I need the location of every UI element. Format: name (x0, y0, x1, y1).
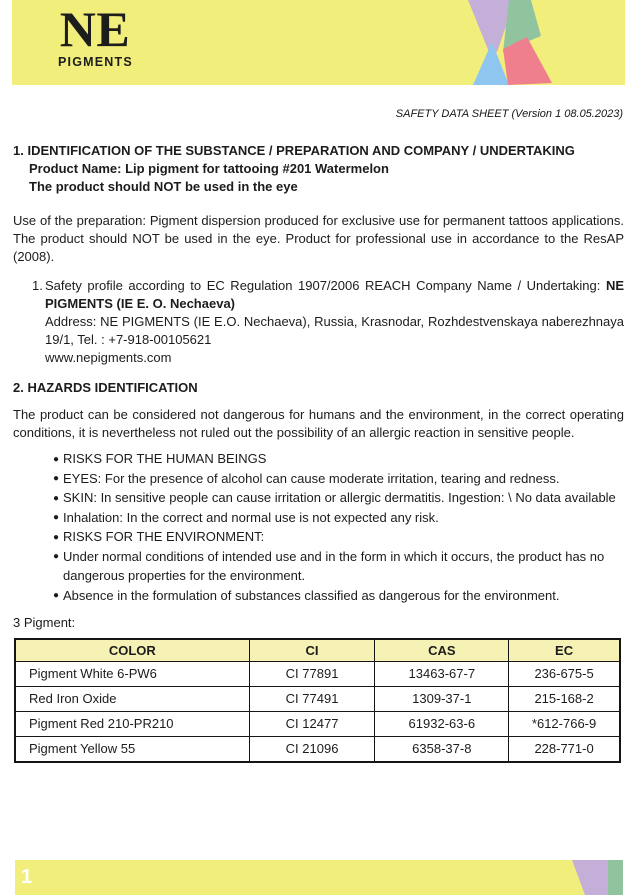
table-cell-color: Pigment Yellow 55 (15, 737, 249, 763)
table-cell-cas: 1309-37-1 (375, 687, 509, 712)
page-number: 1 (21, 865, 33, 888)
logo-text-pigments: PIGMENTS (58, 55, 133, 69)
safety-profile-list-item (13, 277, 624, 367)
table-cell-cas: 6358-37-8 (375, 737, 509, 763)
company-name-bold: NE PIGMENTS (IE E. O. Nechaeva) (45, 278, 624, 311)
bullet-text: Absence in the formulation of substances classified as dangerous for the environment. (63, 587, 560, 603)
hazards-bullet-list (13, 449, 624, 605)
deco-green-shape (608, 860, 623, 895)
bullet-icon: ● (53, 590, 60, 601)
footer-decoration-shapes (15, 860, 623, 895)
bullet-text: SKIN: In sensitive people can cause irritation or allergic dermatitis. Ingestion: \ No data available (63, 490, 616, 505)
table-header-cas: CAS (375, 639, 509, 662)
document-body (13, 142, 624, 763)
bullet-text: RISKS FOR THE ENVIRONMENT: (63, 529, 265, 544)
document-title: SAFETY DATA SHEET (Version 1 08.05.2023) (395, 108, 623, 120)
use-of-preparation-paragraph: Use of the preparation: Pigment dispersion produced for exclusive use for permanent tattoos applications. The product should NOT be used in the eye. Product for professional use in accordance to the ResAP (2008). (13, 213, 624, 264)
table-row (15, 662, 620, 687)
table-cell-ec: 228-771-0 (509, 737, 620, 763)
company-address: Address: NE PIGMENTS (IE E.O. Nechaeva), Russia, Krasnodar, Rozhdestvenskaya naberezhnaya 19/1, Tel. : +7-918-00105621 (45, 314, 624, 347)
hazards-paragraph: The product can be considered not dangerous for humans and the environment, in the correct operating conditions, it is nevertheless not ruled out the possibility of an allergic reaction in sensitive people. (13, 407, 624, 440)
table-cell-cas: 13463-67-7 (375, 662, 509, 687)
pigment-count-label: 3 Pigment: (13, 615, 76, 630)
bullet-icon: ● (53, 551, 60, 562)
bullet-text: EYES: For the presence of alcohol can cause moderate irritation, tearing and redness. (63, 470, 560, 486)
footer-banner (15, 860, 623, 895)
list-item (13, 488, 624, 508)
banner-decoration-shapes (12, 0, 625, 85)
bullet-text: Inhalation: In the correct and normal use is not expected any risk. (63, 509, 439, 525)
table-row (15, 712, 620, 737)
table-header-color: COLOR (15, 639, 249, 662)
eye-warning-line: The product should NOT be used in the eye (29, 179, 298, 194)
list-item (13, 449, 624, 469)
list-item (13, 527, 624, 547)
list-item (13, 469, 624, 489)
product-name-line: Product Name: Lip pigment for tattooing #201 Watermelon (29, 161, 389, 176)
pigment-table (14, 638, 621, 763)
bullet-icon: ● (53, 492, 60, 504)
header-banner (12, 0, 625, 85)
table-row (15, 737, 620, 763)
list-item-number: 1. (32, 278, 43, 293)
table-cell-color: Pigment Red 210-PR210 (15, 712, 249, 737)
table-row (15, 687, 620, 712)
table-header-ci: CI (249, 639, 375, 662)
section1-heading: 1. IDENTIFICATION OF THE SUBSTANCE / PREPARATION AND COMPANY / UNDERTAKING (13, 143, 575, 158)
list-item (13, 586, 624, 606)
table-cell-ec: 236-675-5 (509, 662, 620, 687)
table-header-ec: EC (509, 639, 620, 662)
table-cell-ec: *612-766-9 (509, 712, 620, 737)
list-item (13, 508, 624, 528)
company-website: www.nepigments.com (45, 350, 172, 365)
bullet-icon: ● (53, 453, 60, 465)
logo-text-ne: NE (59, 1, 131, 57)
table-cell-ci: CI 77491 (249, 687, 375, 712)
bullet-icon: ● (53, 473, 60, 484)
table-cell-color: Red Iron Oxide (15, 687, 249, 712)
safety-profile-intro: Safety profile according to EC Regulation 1907/2006 REACH Company Name / Undertaking: (45, 278, 606, 293)
table-cell-cas: 61932-63-6 (375, 712, 509, 737)
table-cell-ec: 215-168-2 (509, 687, 620, 712)
deco-purple-shape (572, 860, 608, 895)
list-item (13, 547, 624, 586)
bullet-text: RISKS FOR THE HUMAN BEINGS (63, 451, 267, 466)
bullet-icon: ● (53, 512, 60, 523)
table-cell-color: Pigment White 6-PW6 (15, 662, 249, 687)
section1-heading-block (13, 142, 624, 196)
table-header-row (15, 639, 620, 662)
table-cell-ci: CI 21096 (249, 737, 375, 763)
table-cell-ci: CI 12477 (249, 712, 375, 737)
bullet-icon: ● (53, 531, 60, 543)
bullet-text: Under normal conditions of intended use and in the form in which it occurs, the product has no dangerous properties for the environment. (63, 548, 605, 583)
table-cell-ci: CI 77891 (249, 662, 375, 687)
section2-heading: 2. HAZARDS IDENTIFICATION (13, 380, 198, 395)
